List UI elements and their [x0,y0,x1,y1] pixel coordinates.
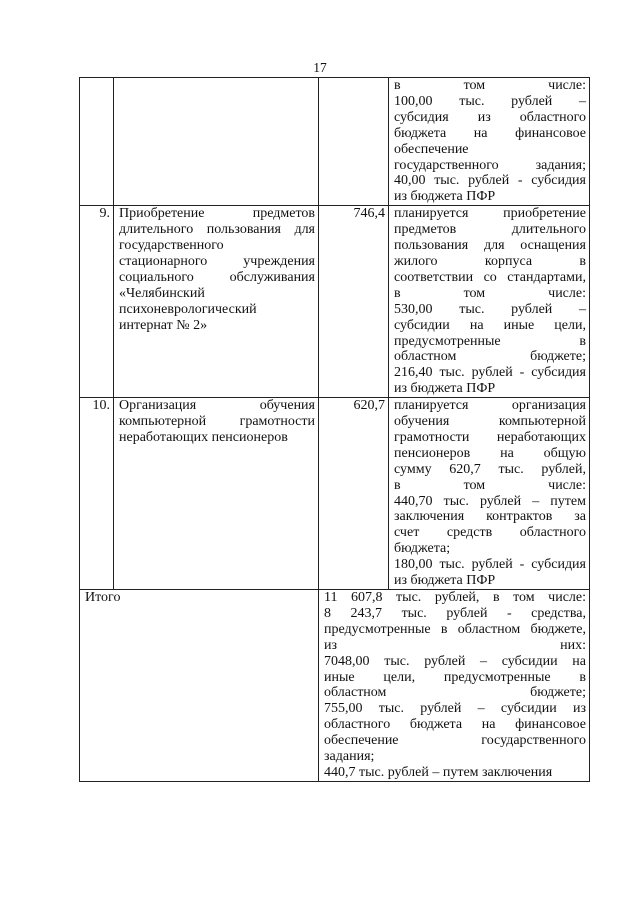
plan-table [79,77,590,782]
plan-table-body [80,78,590,782]
table-row [80,78,590,206]
text-line: бюджета на финансовое [394,125,586,141]
text-line: психоневрологический [119,301,257,317]
row-number: 9. [80,206,114,398]
text-line: 180,00 тыс. рублей - субсидия [394,557,586,573]
text-line: областном бюджете; [324,685,586,701]
text-line: компьютерной грамотности [119,414,315,430]
text-line: планируется приобретение [394,206,586,222]
text-line: 440,7 тыс. рублей – путем заключения [324,764,553,780]
measure-name [114,78,319,206]
text-line: 8 243,7 тыс. рублей - средства, [324,605,586,621]
measure-description [389,78,590,206]
text-line: заключения контрактов за [394,509,586,525]
text-line: областном бюджете; [394,349,586,365]
text-line: государственного задания; [394,157,586,173]
text-line: из бюджета ПФР [394,573,496,589]
text-line: иные цели, предусмотренные в [324,669,586,685]
text-line: соответствии со стандартами, [394,269,586,285]
text-line: Приобретение предметов [119,206,315,222]
text-line: пользования для оснащения [394,238,586,254]
text-line: государственного [119,238,224,254]
table-row [80,398,590,590]
text-line: 100,00 тыс. рублей – [394,93,586,109]
text-line: предусмотренные в [394,333,586,349]
text-line: грамотности неработающих [394,429,586,445]
text-line: предметов длительного [394,222,586,238]
text-line: социального обслуживания [119,269,315,285]
measure-name [114,206,319,398]
text-line: сумму 620,7 тыс. рублей, [394,461,586,477]
measure-description [389,398,590,590]
amount-value: 620,7 [319,398,389,590]
amount-value [319,78,389,206]
text-line: интернат № 2» [119,317,208,333]
text-line: стационарного учреждения [119,253,315,269]
text-line: из них: [324,637,586,653]
text-line: в том числе: [394,477,586,493]
text-line: обучения компьютерной [394,414,586,430]
text-line: пенсионеров на общую [394,445,586,461]
text-line: обеспечение государственного [324,733,586,749]
text-line: планируется организация [394,398,586,414]
row-number [80,78,114,206]
text-line: из бюджета ПФР [394,381,496,397]
text-line: счет средств областного [394,525,586,541]
text-line: предусмотренные в областном бюджете, [324,621,586,637]
text-line: 7048,00 тыс. рублей – субсидии на [324,653,586,669]
text-line: длительного пользования для [119,222,315,238]
text-line: 440,70 тыс. рублей – путем [394,493,586,509]
total-row [80,590,590,782]
text-line: в том числе: [394,78,586,93]
text-line: 755,00 тыс. рублей – субсидии из [324,701,586,717]
text-line: «Челябинский [119,285,205,301]
text-line: 11 607,8 тыс. рублей, в том числе: [324,590,586,605]
text-line: областного бюджета на финансовое [324,717,586,733]
measure-description [389,206,590,398]
amount-value: 746,4 [319,206,389,398]
table-row [80,206,590,398]
text-line: Организация обучения [119,398,315,414]
text-line: 530,00 тыс. рублей – [394,301,586,317]
text-line: неработающих пенсионеров [119,429,288,445]
text-line: жилого корпуса в [394,253,586,269]
text-line: из бюджета ПФР [394,189,496,205]
text-line: субсидия из областного [394,109,586,125]
text-line: задания; [324,749,375,765]
text-line: 40,00 тыс. рублей - субсидия [394,173,586,189]
text-line: 216,40 тыс. рублей - субсидия [394,365,586,381]
text-line: в том числе: [394,285,586,301]
text-line: обеспечение [394,141,469,157]
text-line: субсидии на иные цели, [394,317,586,333]
total-label: Итого [80,590,319,782]
text-line: бюджета; [394,541,451,557]
total-description [319,590,590,782]
row-number: 10. [80,398,114,590]
page-number: 17 [313,60,327,75]
measure-name [114,398,319,590]
